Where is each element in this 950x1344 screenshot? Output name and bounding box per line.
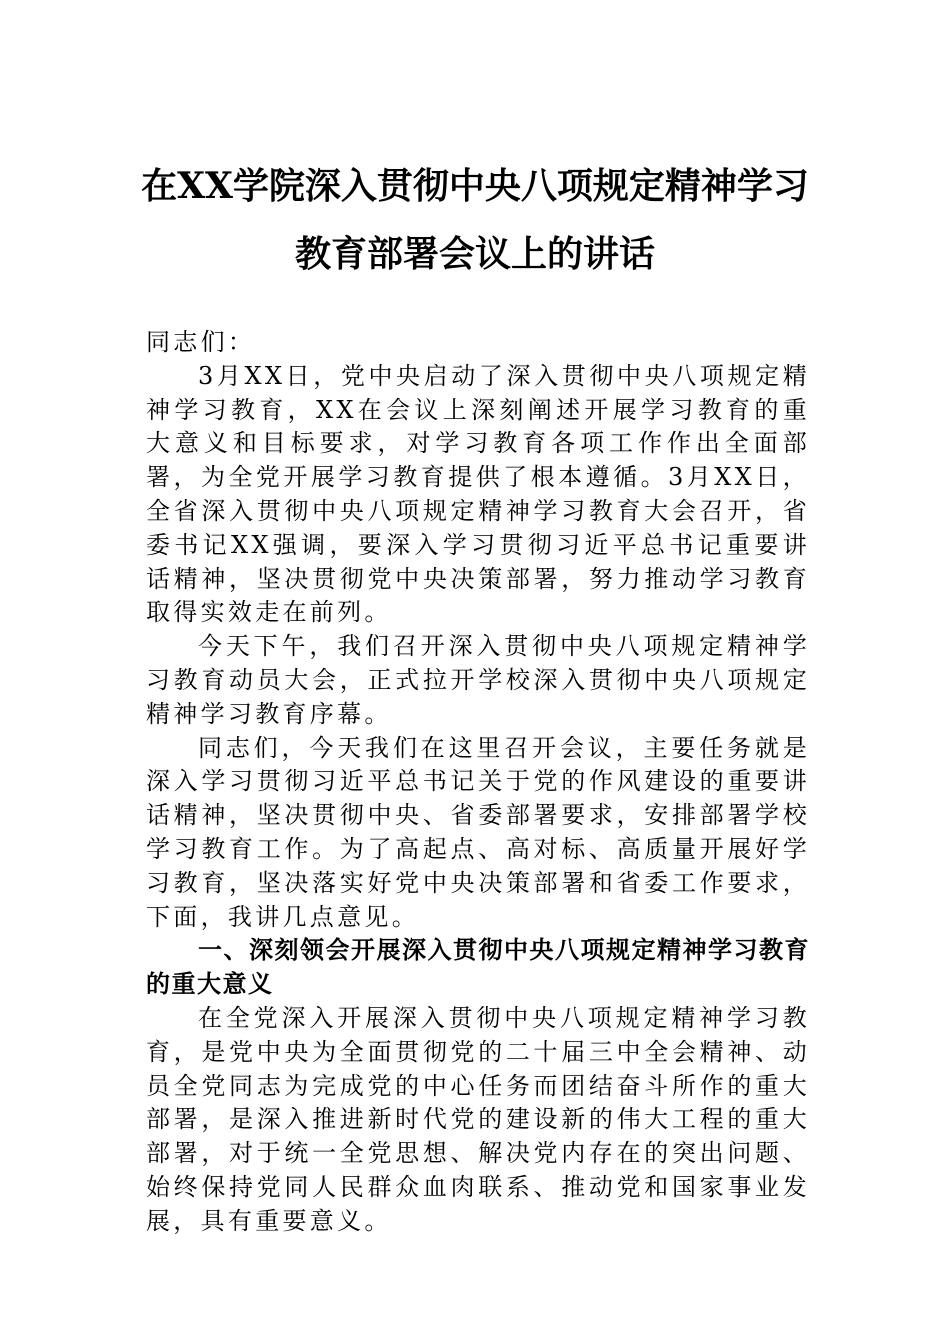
- document-title-line-2: 教育部署会议上的讲话: [294, 233, 655, 275]
- section-paragraph: 在全党深入开展深入贯彻中央八项规定精神学习教育，是党中央为全面贯彻党的二十届三中全会精神、动员全党同志为完成党的中心任务而团结奋斗所作的重大部署，是深入推进新时代党的建设新的伟大工程的重大部署，对于统一全党思想、解决党内存在的突出问题、始终保持党同人民群众血肉联系、推动党和国家事业发展，具有重要意义。: [146, 1003, 810, 1235]
- paragraph-2: 今天下午，我们召开深入贯彻中央八项规定精神学习教育动员大会，正式拉开学校深入贯彻中央八项规定精神学习教育序幕。: [146, 632, 810, 728]
- document-title-line-1: 在XX学院深入贯彻中央八项规定精神学习: [141, 165, 809, 207]
- document-body: [146, 326, 810, 1239]
- section-heading: 一、深刻领会开展深入贯彻中央八项规定精神学习教育的重大意义: [146, 936, 810, 999]
- greeting: 同志们：: [146, 328, 256, 356]
- paragraph-3: 同志们，今天我们在这里召开会议，主要任务就是深入学习贯彻习近平总书记关于党的作风建设的重要讲话精神，坚决贯彻中央、省委部署要求，安排部署学校学习教育工作。为了高起点、高对标、高质量开展好学习教育，坚决落实好党中央决策部署和省委工作要求，下面，我讲几点意见。: [146, 733, 810, 931]
- paragraph-1: 3月XX日，党中央启动了深入贯彻中央八项规定精神学习教育，XX在会议上深刻阐述开展学习教育的重大意义和目标要求，对学习教育各项工作作出全面部署，为全党开展学习教育提供了根本遵循。3月XX日，全省深入贯彻中央八项规定精神学习教育大会召开，省委书记XX强调，要深入学习贯彻习近平总书记重要讲话精神，坚决贯彻党中央决策部署，努力推动学习教育取得实效走在前列。: [146, 361, 810, 627]
